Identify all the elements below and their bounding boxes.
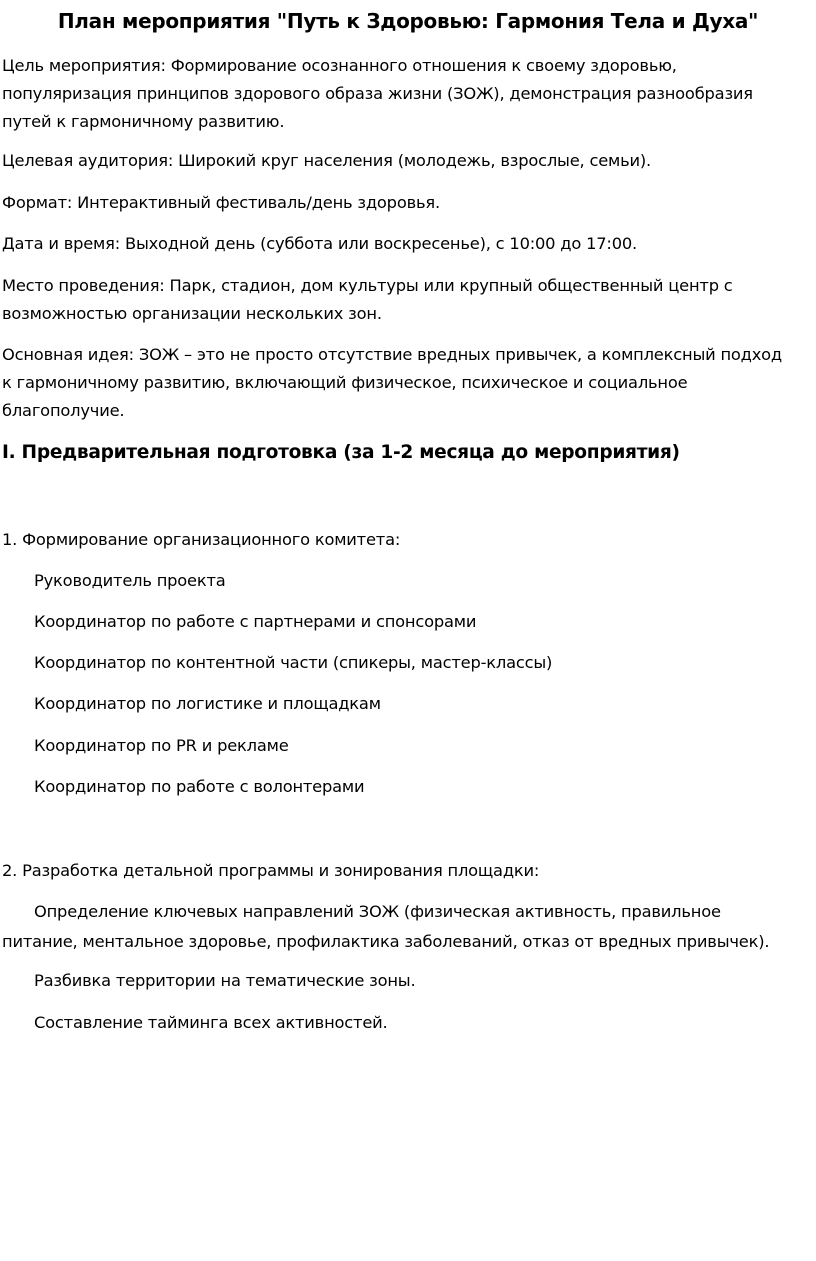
datetime-paragraph: [2, 230, 814, 258]
step2-item: Разбивка территории на тематические зоны.: [34, 971, 416, 990]
goal-line: путей к гармоничному развитию.: [2, 112, 285, 131]
venue-line: Место проведения: Парк, стадион, дом культуры или крупный общественный центр с: [2, 276, 733, 295]
step2-item: Составление тайминга всех активностей.: [34, 1013, 388, 1032]
step2-title: 2. Разработка детальной программы и зонирования площадки:: [2, 861, 540, 880]
datetime-line: Дата и время: Выходной день (суббота или воскресенье), с 10:00 до 17:00.: [2, 234, 637, 253]
main-idea-line: Основная идея: ЗОЖ – это не просто отсутствие вредных привычек, а комплексный подход: [2, 345, 782, 364]
format-line: Формат: Интерактивный фестиваль/день здоровья.: [2, 193, 440, 212]
committee-role: Координатор по работе с партнерами и спонсорами: [34, 612, 477, 631]
committee-role: Координатор по работе с волонтерами: [34, 777, 365, 796]
goal-line: Цель мероприятия: Формирование осознанного отношения к своему здоровью,: [2, 56, 677, 75]
committee-role: Координатор по логистике и площадкам: [34, 694, 381, 713]
goal-paragraph: [2, 52, 814, 136]
main-idea-line: к гармоничному развитию, включающий физическое, психическое и социальное: [2, 373, 688, 392]
venue-paragraph: [2, 272, 814, 328]
main-idea-line: благополучие.: [2, 401, 125, 420]
venue-line: возможностью организации нескольких зон.: [2, 304, 382, 323]
step2-item-line: питание, ментальное здоровье, профилактика заболеваний, отказ от вредных привычек).: [2, 932, 770, 951]
main-idea-paragraph: [2, 341, 814, 425]
section-heading: I. Предварительная подготовка (за 1-2 месяца до мероприятия): [2, 442, 680, 463]
audience-paragraph: [2, 147, 814, 175]
committee-role: Координатор по PR и рекламе: [34, 736, 289, 755]
committee-role: Руководитель проекта: [34, 571, 226, 590]
goal-line: популяризация принципов здорового образа жизни (ЗОЖ), демонстрация разнообразия: [2, 84, 753, 103]
committee-role: Координатор по контентной части (спикеры, мастер-классы): [34, 653, 553, 672]
audience-line: Целевая аудитория: Широкий круг населения (молодежь, взрослые, семьи).: [2, 151, 652, 170]
format-paragraph: [2, 189, 814, 217]
document-title: План мероприятия "Путь к Здоровью: Гармония Тела и Духа": [57, 9, 759, 33]
step1-title: 1. Формирование организационного комитета:: [2, 530, 401, 549]
step2-item: [2, 897, 814, 957]
step2-item-line: Определение ключевых направлений ЗОЖ (физическая активность, правильное: [34, 902, 721, 921]
